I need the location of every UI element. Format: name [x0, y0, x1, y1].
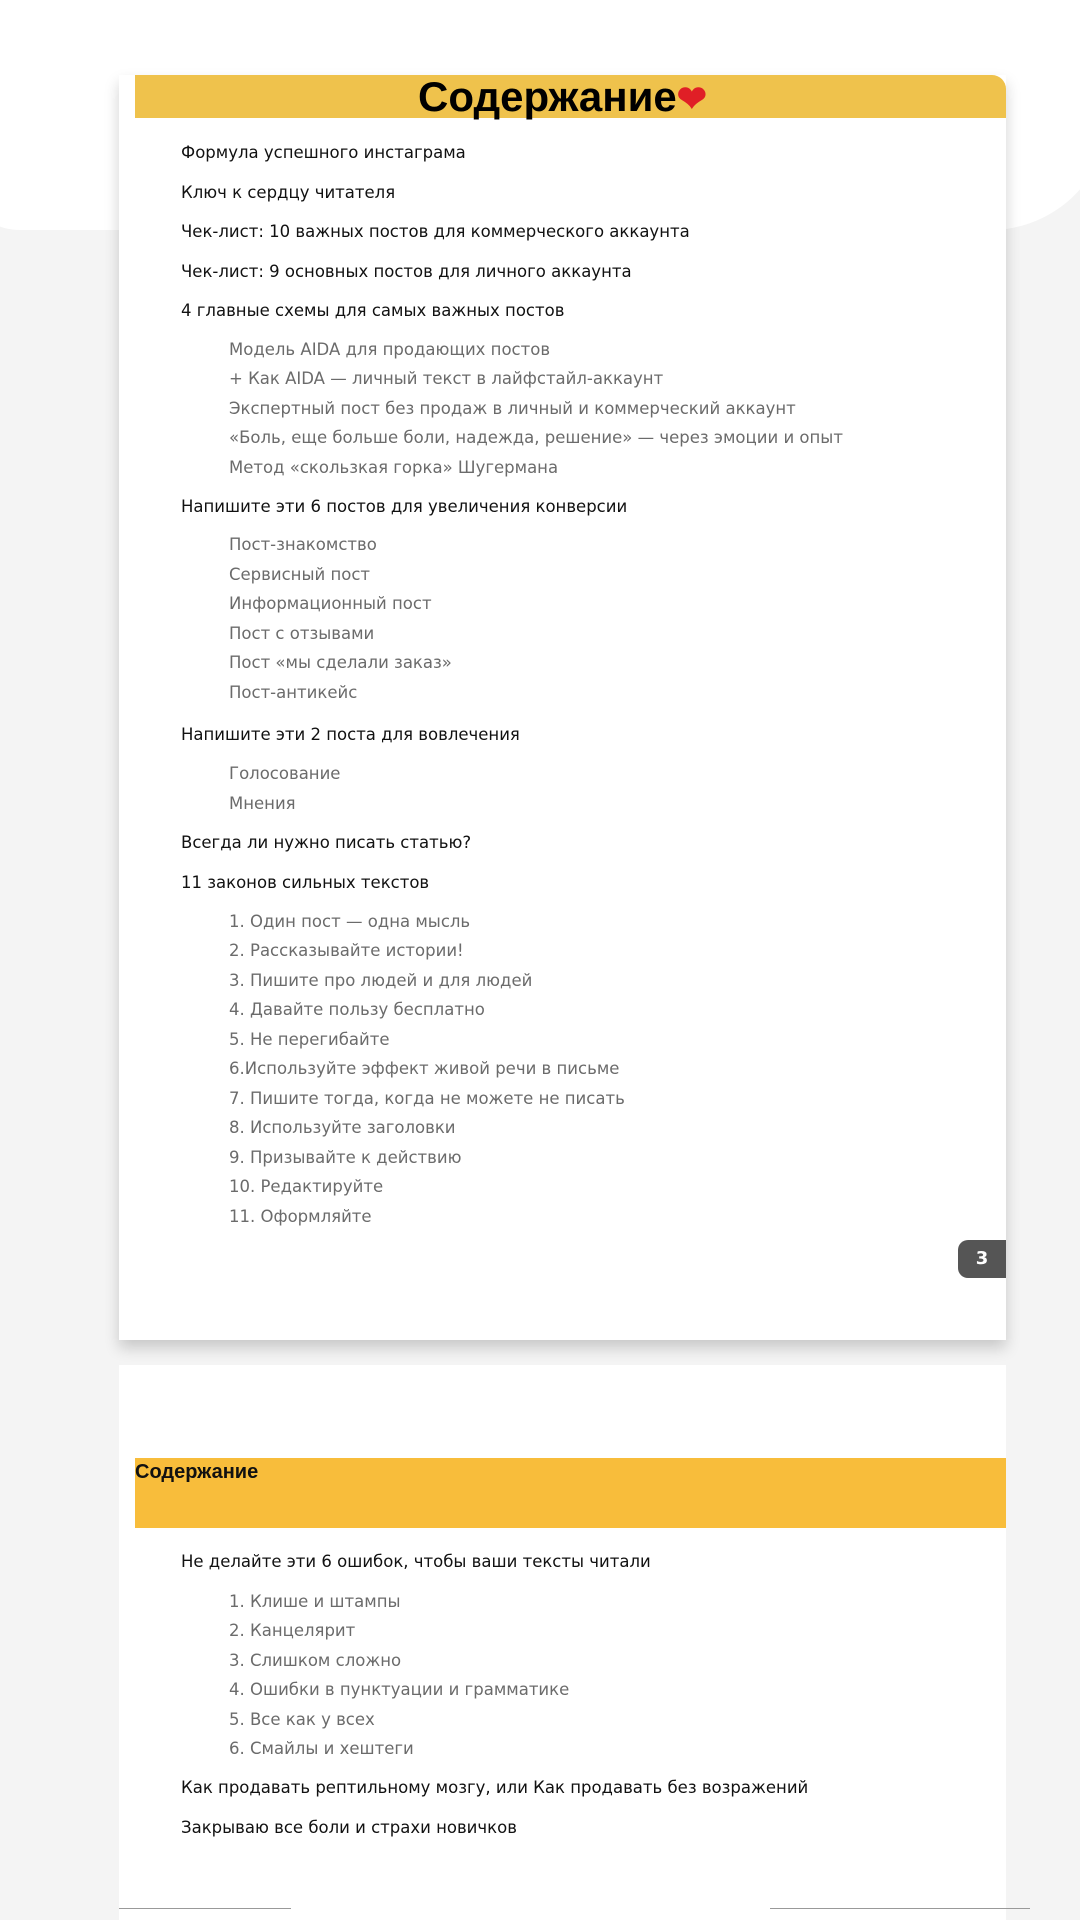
- page-title: [119, 69, 1006, 127]
- page-title-text: Содержание: [418, 73, 677, 120]
- toc-subitem: 2. Рассказывайте истории!: [229, 941, 464, 960]
- toc-subitem: 6.Используйте эффект живой речи в письме: [229, 1059, 620, 1078]
- toc-subitem: Голосование: [229, 764, 341, 783]
- toc-heading: Формула успешного инстаграма: [181, 143, 466, 162]
- toc-subitem: 5. Не перегибайте: [229, 1030, 390, 1049]
- document-page-2: [119, 1365, 1006, 1920]
- toc-heading: Напишите эти 6 постов для увеличения конверсии: [181, 497, 628, 516]
- toc-heading: Не делайте эти 6 ошибок, чтобы ваши тексты читали: [181, 1552, 651, 1571]
- toc-subitem: Пост с отзывами: [229, 624, 375, 643]
- toc-subitem: 4. Ошибки в пунктуации и грамматике: [229, 1680, 570, 1699]
- toc-subitem: 3. Пишите про людей и для людей: [229, 971, 533, 990]
- toc-subitem: 6. Смайлы и хештеги: [229, 1739, 414, 1758]
- toc-subitem: 3. Слишком сложно: [229, 1651, 402, 1670]
- toc-subitem: 9. Призывайте к действию: [229, 1148, 462, 1167]
- toc-subitem: 8. Используйте заголовки: [229, 1118, 456, 1137]
- toc-heading: Чек-лист: 10 важных постов для коммерческого аккаунта: [181, 222, 690, 241]
- toc-heading: Закрываю все боли и страхи новичков: [181, 1818, 517, 1837]
- document-page-1: [119, 75, 1006, 1340]
- toc-subitem: 7. Пишите тогда, когда не можете не писать: [229, 1089, 625, 1108]
- toc-subitem: + Как AIDA — личный текст в лайфстайл-аккаунт: [229, 369, 664, 388]
- toc-subitem: Информационный пост: [229, 594, 432, 613]
- title-banner: [135, 1458, 1006, 1528]
- toc-subitem: Пост-антикейс: [229, 683, 358, 702]
- toc-heading: 4 главные схемы для самых важных постов: [181, 301, 565, 320]
- toc-subitem: 4. Давайте пользу бесплатно: [229, 1000, 485, 1019]
- toc-heading: Как продавать рептильному мозгу, или Как продавать без возражений: [181, 1778, 809, 1797]
- toc-subitem: Сервисный пост: [229, 565, 371, 584]
- toc-subitem: 5. Все как у всех: [229, 1710, 375, 1729]
- toc-subitem: Экспертный пост без продаж в личный и коммерческий аккаунт: [229, 399, 796, 418]
- toc-subitem: Модель AIDA для продающих постов: [229, 340, 551, 359]
- toc-heading: Всегда ли нужно писать статью?: [181, 833, 472, 852]
- toc-subitem: «Боль, еще больше боли, надежда, решение» — через эмоции и опыт: [229, 428, 843, 447]
- page-number-badge: 3: [958, 1240, 1006, 1278]
- toc-subitem: 2. Канцелярит: [229, 1621, 356, 1640]
- toc-subitem: 1. Клише и штампы: [229, 1592, 401, 1611]
- heart-icon: ❤: [676, 78, 707, 119]
- toc-subitem: 10. Редактируйте: [229, 1177, 384, 1196]
- toc-heading: Ключ к сердцу читателя: [181, 183, 396, 202]
- toc-subitem: 1. Один пост — одна мысль: [229, 912, 471, 931]
- page-title: Содержание: [135, 1461, 259, 1483]
- toc-subitem: Метод «скользкая горка» Шугермана: [229, 458, 559, 477]
- toc-heading: Напишите эти 2 поста для вовлечения: [181, 725, 520, 744]
- toc-heading: Чек-лист: 9 основных постов для личного аккаунта: [181, 262, 632, 281]
- toc-subitem: Пост-знакомство: [229, 535, 377, 554]
- toc-subitem: Мнения: [229, 794, 296, 813]
- divider-line: [119, 1908, 291, 1909]
- toc-subitem: 11. Оформляйте: [229, 1207, 372, 1226]
- divider-line: [770, 1908, 1030, 1909]
- toc-subitem: Пост «мы сделали заказ»: [229, 653, 452, 672]
- toc-heading: 11 законов сильных текстов: [181, 873, 430, 892]
